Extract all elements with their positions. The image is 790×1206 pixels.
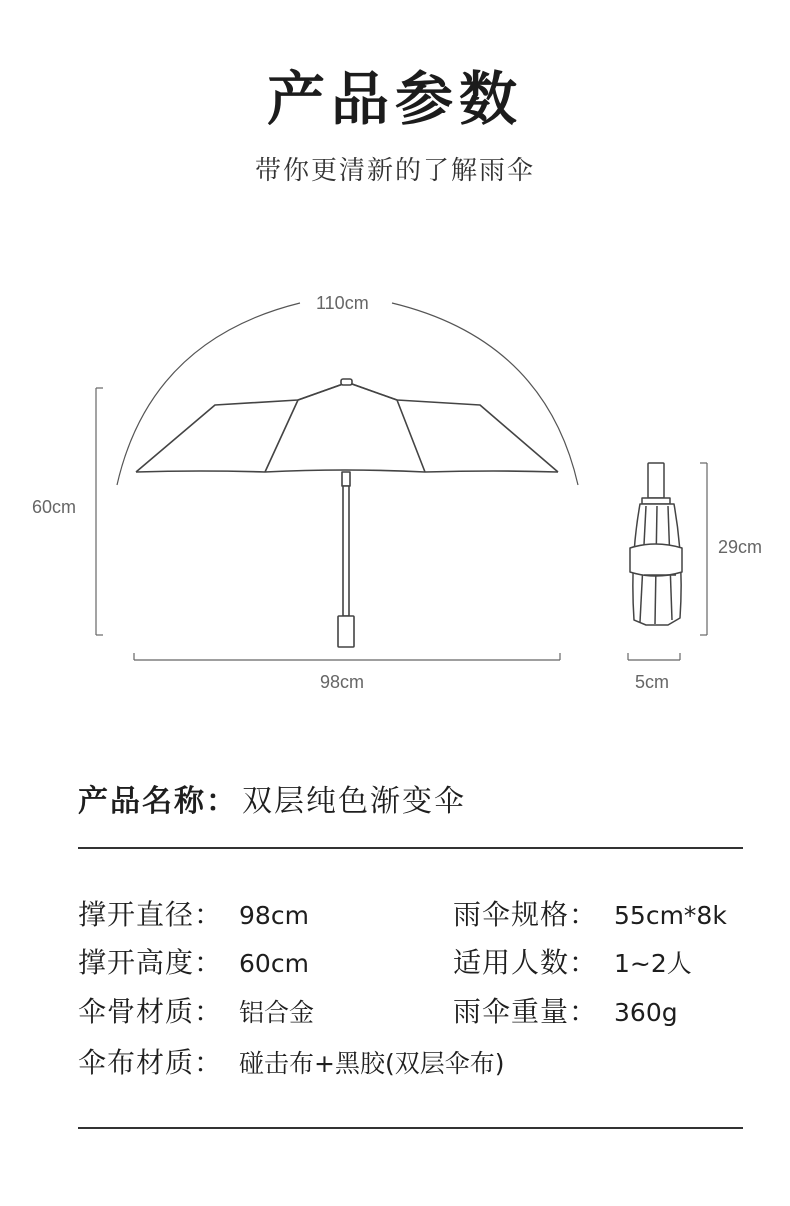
page-subtitle: 带你更清新的了解雨伞 [254,156,535,186]
spec-weight [453,990,678,1030]
spec-label: 适用人数： [453,946,599,979]
width-dimension-line [134,653,560,660]
height-dimension-line [96,388,103,635]
arc-dimension-label: 110cm [316,293,369,313]
product-name-value: 双层纯色渐变伞 [242,784,466,819]
spec-value: 铝合金 [239,998,315,1027]
spec-fabric-material [78,1041,504,1081]
folded-umbrella-icon [630,463,682,625]
spec-value: 1~2人 [614,949,692,978]
spec-open-diameter [78,893,309,933]
arc-dimension-line [117,303,300,485]
folded-height-dimension-line [700,463,707,635]
divider-top [78,847,743,849]
spec-label: 雨伞重量： [453,995,599,1028]
open-umbrella-icon [136,379,558,647]
spec-label: 撑开高度： [78,946,224,979]
spec-value: 360g [614,998,678,1027]
product-name-row [78,776,466,820]
spec-umbrella-size [453,893,727,933]
spec-value: 碰击布+黑胶(双层伞布) [239,1049,505,1078]
spec-label: 伞骨材质： [78,995,224,1028]
folded-width-dimension-label: 5cm [635,672,670,692]
folded-height-dimension-label: 29cm [718,537,763,557]
spec-value: 98cm [239,901,309,930]
spec-frame-material [78,990,314,1030]
spec-label: 撑开直径： [78,898,224,931]
folded-width-dimension-line [628,653,680,660]
divider-bottom [78,1127,743,1129]
spec-label: 伞布材质： [78,1046,224,1079]
spec-capacity [453,941,692,981]
height-dimension-label: 60cm [32,497,77,517]
width-dimension-label: 98cm [320,672,365,692]
product-name-label: 产品名称： [78,784,238,819]
umbrella-diagram [0,280,790,710]
page-title: 产品参数 [266,65,523,133]
spec-value: 60cm [239,949,309,978]
spec-value: 55cm*8k [614,901,727,930]
spec-label: 雨伞规格： [453,898,599,931]
spec-open-height [78,941,309,981]
